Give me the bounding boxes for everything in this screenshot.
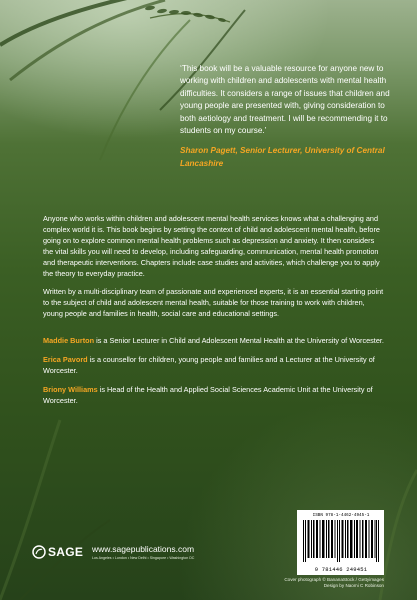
sage-logo-text: SAGE (48, 545, 84, 559)
author-name: Erica Pavord (43, 355, 88, 365)
barcode-digits: 9 781446 249451 (314, 566, 368, 573)
author-bio-1 (43, 336, 385, 347)
author-bio-text: is a counsellor for children, young people and families and a Lecturer at the University of Worcester. (43, 355, 375, 375)
review-quote (180, 63, 402, 170)
sage-logo-icon (32, 545, 46, 559)
cover-credits (284, 577, 384, 589)
book-description (43, 214, 385, 415)
sage-logo (32, 545, 83, 559)
quote-text: ‘This book will be a valuable resource for anyone new to working with children and adolescents with mental health difficulties. It considers a range of issues that children and young people are presented with, giving consideration to both aetiology and treatment. I will be recommending it to students on my course.’ (180, 64, 390, 136)
description-paragraph-1: Anyone who works within children and adolescent mental health services knows what a challenging and complex world it is. This book begins by setting the context of child and adolescent mental health, before going on to explore common mental health problems such as depression and anxiety. It then considers the vital skills you will need to develop, including safeguarding, communication, mental health promotion and therapeutic interventions. Chapters include case studies and activities, which challenge you to apply the theory to everyday practice. (43, 214, 380, 278)
description-paragraph-2: Written by a multi-disciplinary team of passionate and experienced experts, it is an essential starting point to the subject of child and adolescent mental health, suitable for those training to work with children, young people and families in health, social care and educational settings. (43, 287, 384, 319)
photo-credit: Cover photograph © BananaStock / Gettyimages (284, 577, 384, 582)
quote-attribution: Sharon Pagett, Senior Lecturer, University of Central Lancashire (180, 146, 385, 168)
design-credit: Design by Naomi C Robinson (323, 583, 384, 588)
publisher-cities: Los Angeles • London • New Delhi • Singapore • Washington DC (92, 556, 195, 560)
author-bio-text: is Head of the Health and Applied Social Sciences Academic Unit at the University of Worcester. (43, 384, 373, 405)
isbn-label: ISBN 978-1-4462-4945-1 (312, 513, 370, 518)
publisher-url[interactable]: www.sagepublications.com (92, 544, 195, 554)
author-name: Briony Williams (43, 384, 98, 394)
author-bio-3 (43, 385, 385, 407)
barcode (297, 510, 384, 575)
author-bio-text: is a Senior Lecturer in Child and Adolescent Mental Health at the University of Worcester. (94, 336, 384, 346)
author-bio-2 (43, 355, 385, 377)
author-bios (43, 336, 385, 407)
barcode-bars (303, 520, 379, 562)
author-name: Maddie Burton (43, 336, 95, 346)
